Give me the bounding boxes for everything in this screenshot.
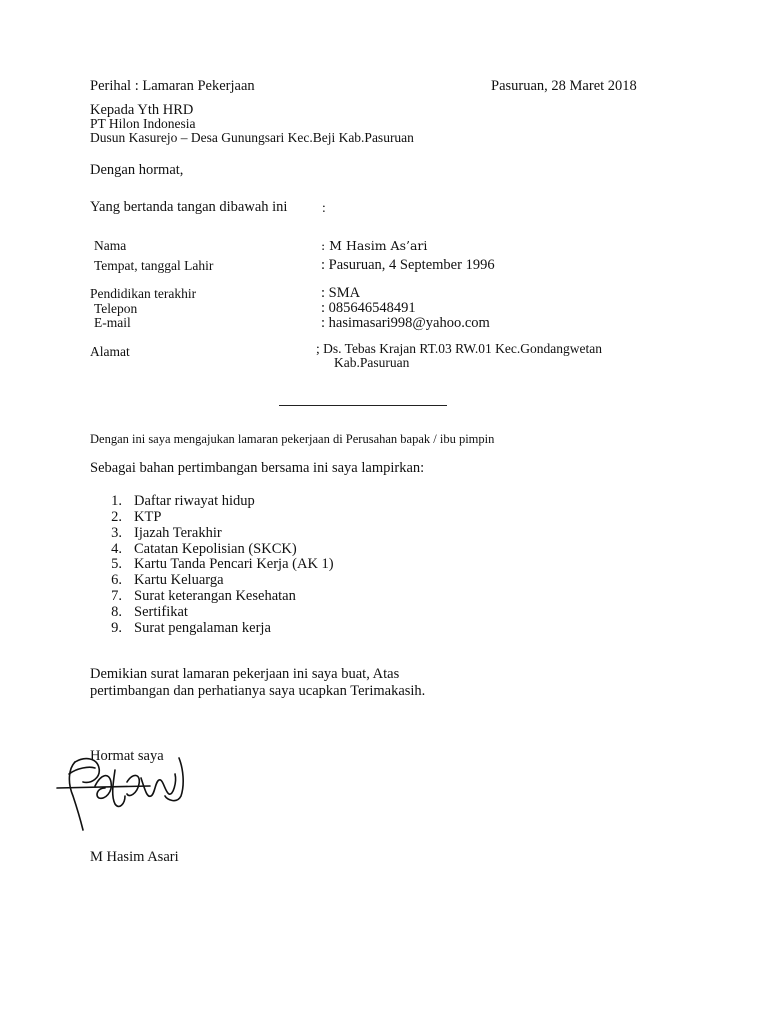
intro-text: Yang bertanda tangan dibawah ini bbox=[90, 199, 288, 215]
pendidikan-value: : SMA bbox=[321, 285, 361, 301]
intro-colon: : bbox=[322, 200, 326, 215]
list-item: 9. Surat pengalaman kerja bbox=[111, 620, 271, 636]
list-item: 8. Sertifikat bbox=[111, 604, 188, 620]
email-value: : hasimasari998@yahoo.com bbox=[321, 315, 490, 331]
telepon-label: Telepon bbox=[94, 301, 138, 316]
place-date: Pasuruan, 28 Maret 2018 bbox=[491, 78, 637, 94]
alamat-value-line-2: Kab.Pasuruan bbox=[334, 355, 410, 370]
pendidikan-label: Pendidikan terakhir bbox=[90, 286, 197, 301]
list-item: 1. Daftar riwayat hidup bbox=[111, 493, 255, 509]
nama-label: Nama bbox=[94, 238, 127, 253]
closing-line-1: Demikian surat lamaran pekerjaan ini saya buat, Atas bbox=[90, 666, 400, 682]
telepon-value: : 085646548491 bbox=[321, 300, 416, 316]
recipient-line-3: Dusun Kasurejo – Desa Gunungsari Kec.Beji Kab.Pasuruan bbox=[90, 130, 414, 145]
recipient-line-2: PT Hilon Indonesia bbox=[90, 116, 196, 131]
separator-line bbox=[279, 405, 447, 406]
list-item: 6. Kartu Keluarga bbox=[111, 572, 224, 588]
ttl-value: : Pasuruan, 4 September 1996 bbox=[321, 257, 495, 273]
list-item: 5. Kartu Tanda Pencari Kerja (AK 1) bbox=[111, 556, 334, 572]
signer-name: M Hasim Asari bbox=[90, 849, 179, 865]
email-label: E-mail bbox=[94, 315, 131, 330]
sign-off: Hormat saya bbox=[90, 748, 164, 764]
alamat-value-line-1: ; Ds. Tebas Krajan RT.03 RW.01 Kec.Gondangwetan bbox=[316, 341, 602, 356]
nama-value: : M Hasim As’ari bbox=[321, 238, 428, 253]
application-sentence: Dengan ini saya mengajukan lamaran pekerjaan di Perusahan bapak / ibu pimpin bbox=[90, 432, 495, 446]
closing-line-2: pertimbangan dan perhatianya saya ucapkan Terimakasih. bbox=[90, 683, 426, 699]
attachments-intro: Sebagai bahan pertimbangan bersama ini saya lampirkan: bbox=[90, 460, 425, 476]
list-item: 3. Ijazah Terakhir bbox=[111, 525, 222, 541]
list-item: 2. KTP bbox=[111, 509, 162, 525]
handwritten-signature bbox=[55, 738, 205, 848]
ttl-label: Tempat, tanggal Lahir bbox=[94, 258, 214, 273]
list-item: 4. Catatan Kepolisian (SKCK) bbox=[111, 541, 297, 557]
salutation: Dengan hormat, bbox=[90, 162, 184, 178]
subject-line: Perihal : Lamaran Pekerjaan bbox=[90, 78, 255, 94]
recipient-line-1: Kepada Yth HRD bbox=[90, 102, 194, 118]
list-item: 7. Surat keterangan Kesehatan bbox=[111, 588, 296, 604]
alamat-label: Alamat bbox=[90, 344, 130, 359]
